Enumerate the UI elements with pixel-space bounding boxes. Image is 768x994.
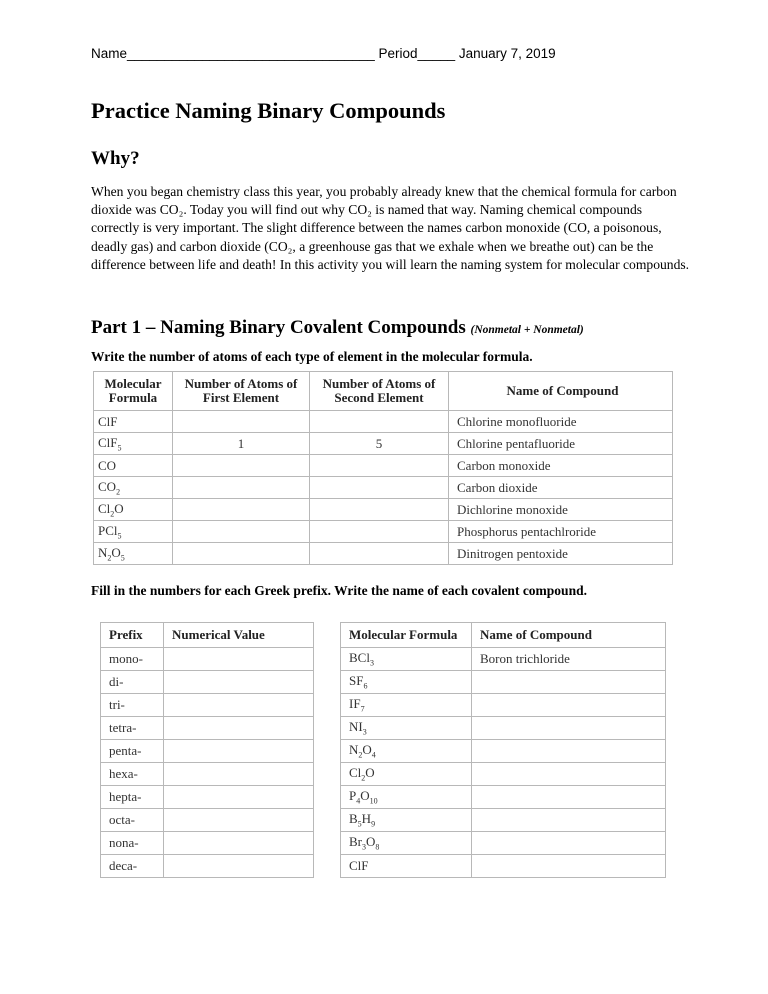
header-line: Name_________________________________ Period_____ January 7, 2019 xyxy=(91,46,556,61)
numerical-value-cell[interactable] xyxy=(164,671,314,694)
first-atoms-cell[interactable]: 1 xyxy=(173,433,310,455)
compound-name-cell: Phosphorus pentachlroride xyxy=(449,521,673,543)
formula-cell: $NI_3$ xyxy=(341,717,472,740)
table-row xyxy=(101,809,314,832)
compound-name-cell[interactable] xyxy=(472,717,666,740)
second-atoms-cell[interactable] xyxy=(310,477,449,499)
numerical-value-cell[interactable] xyxy=(164,832,314,855)
second-atoms-cell[interactable] xyxy=(310,521,449,543)
instruction-prefixes: Fill in the numbers for each Greek prefix. Write the name of each covalent compound. xyxy=(91,583,587,598)
first-atoms-cell[interactable] xyxy=(173,455,310,477)
table-row xyxy=(94,411,673,433)
atoms-table xyxy=(93,371,673,565)
prefix-cell: deca- xyxy=(101,855,164,878)
table-row xyxy=(94,433,673,455)
table-row xyxy=(101,694,314,717)
table-row xyxy=(94,543,673,565)
compound-name-cell[interactable] xyxy=(472,694,666,717)
formula-cell: $SF_6$ xyxy=(341,671,472,694)
second-atoms-cell[interactable] xyxy=(310,499,449,521)
compound-name-cell: Chlorine monofluoride xyxy=(449,411,673,433)
formula-cell: PCl$_5$ xyxy=(94,521,173,543)
prefix-cell: nona- xyxy=(101,832,164,855)
table-row xyxy=(94,521,673,543)
formula-cell: ClF xyxy=(341,855,472,878)
table-row xyxy=(101,763,314,786)
second-atoms-cell[interactable] xyxy=(310,411,449,433)
formula-cell: ClF$_5$ xyxy=(94,433,173,455)
table-row xyxy=(341,648,666,671)
formula-cell: $IF_7$ xyxy=(341,694,472,717)
page-title: Practice Naming Binary Compounds xyxy=(91,98,446,123)
compound-name-cell[interactable] xyxy=(472,855,666,878)
atoms-header-name: Name of Compound xyxy=(449,372,673,411)
formula-cell: $N_2O_5$ xyxy=(94,543,173,565)
compound-name-cell[interactable] xyxy=(472,740,666,763)
table-row xyxy=(341,809,666,832)
atoms-header-formula: Molecular Formula xyxy=(94,372,173,411)
numerical-value-cell[interactable] xyxy=(164,786,314,809)
prefix-cell: hepta- xyxy=(101,786,164,809)
part1-subheading: (Nonmetal + Nonmetal) xyxy=(470,324,584,336)
table-row xyxy=(341,694,666,717)
table-row xyxy=(341,786,666,809)
prefix-cell: mono- xyxy=(101,648,164,671)
intro-paragraph: When you began chemistry class this year, you probably already knew that the chemical formula for carbon dioxide was CO₂. Today you will find out why CO₂ is named that way. Naming chemical compounds correctly is very important. The slight difference between the names carbon monoxide (CO, a poisonous, deadly gas) and carbon dioxide (CO₂, a greenhouse gas that we exhale when we breathe out) can be the difference between life and death! In this activity you will learn the naming system for molecular compounds. xyxy=(91,184,690,272)
compound-name-cell: Dinitrogen pentoxide xyxy=(449,543,673,565)
table-row xyxy=(341,832,666,855)
prefix-cell: octa- xyxy=(101,809,164,832)
formula-cell: CO xyxy=(94,455,173,477)
first-atoms-cell[interactable] xyxy=(173,543,310,565)
compound-name-cell[interactable]: Boron trichloride xyxy=(472,648,666,671)
formula-cell: BCl$_3$ xyxy=(341,648,472,671)
formula-cell: $B_5H_9$ xyxy=(341,809,472,832)
prefix-cell: hexa- xyxy=(101,763,164,786)
formula-cell: $P_4O_{10}$ xyxy=(341,786,472,809)
compound-name-cell[interactable] xyxy=(472,809,666,832)
numerical-value-cell[interactable] xyxy=(164,740,314,763)
formula-cell: $Br_3O_8$ xyxy=(341,832,472,855)
part1-heading xyxy=(91,317,584,339)
table-row xyxy=(101,671,314,694)
compound-name-cell: Chlorine pentafluoride xyxy=(449,433,673,455)
table-row xyxy=(101,786,314,809)
formula-cell: $N_2O_4$ xyxy=(341,740,472,763)
table-row xyxy=(341,717,666,740)
table-row xyxy=(341,855,666,878)
compound-header-formula: Molecular Formula xyxy=(341,623,472,648)
first-atoms-cell[interactable] xyxy=(173,521,310,543)
table-row xyxy=(101,717,314,740)
first-atoms-cell[interactable] xyxy=(173,411,310,433)
numerical-value-cell[interactable] xyxy=(164,648,314,671)
formula-cell: $Cl_2O$ xyxy=(341,763,472,786)
atoms-header-second: Number of Atoms of Second Element xyxy=(310,372,449,411)
numerical-value-cell[interactable] xyxy=(164,717,314,740)
table-row xyxy=(101,740,314,763)
compound-header-name: Name of Compound xyxy=(472,623,666,648)
compound-name-cell: Carbon monoxide xyxy=(449,455,673,477)
compound-name-cell: Carbon dioxide xyxy=(449,477,673,499)
prefix-cell: tetra- xyxy=(101,717,164,740)
table-row xyxy=(94,455,673,477)
numerical-value-cell[interactable] xyxy=(164,763,314,786)
instruction-atoms: Write the number of atoms of each type of element in the molecular formula. xyxy=(91,349,533,364)
table-row xyxy=(94,477,673,499)
prefix-header-prefix: Prefix xyxy=(101,623,164,648)
prefix-header-value: Numerical Value xyxy=(164,623,314,648)
table-row xyxy=(341,763,666,786)
table-row xyxy=(101,648,314,671)
prefix-cell: penta- xyxy=(101,740,164,763)
prefix-cell: di- xyxy=(101,671,164,694)
compound-name-cell[interactable] xyxy=(472,671,666,694)
second-atoms-cell[interactable]: 5 xyxy=(310,433,449,455)
prefix-table xyxy=(100,622,314,878)
numerical-value-cell[interactable] xyxy=(164,809,314,832)
first-atoms-cell[interactable] xyxy=(173,477,310,499)
compound-name-cell: Dichlorine monoxide xyxy=(449,499,673,521)
formula-cell: ClF xyxy=(94,411,173,433)
atoms-header-first: Number of Atoms of First Element xyxy=(173,372,310,411)
table-row xyxy=(341,740,666,763)
table-row xyxy=(341,671,666,694)
table-row xyxy=(94,499,673,521)
compound-name-cell[interactable] xyxy=(472,786,666,809)
numerical-value-cell[interactable] xyxy=(164,694,314,717)
compound-name-cell[interactable] xyxy=(472,763,666,786)
part1-heading-text: Part 1 – Naming Binary Covalent Compounds xyxy=(91,317,466,338)
compound-name-cell[interactable] xyxy=(472,832,666,855)
second-atoms-cell[interactable] xyxy=(310,543,449,565)
second-atoms-cell[interactable] xyxy=(310,455,449,477)
numerical-value-cell[interactable] xyxy=(164,855,314,878)
formula-cell: $Cl_2O$ xyxy=(94,499,173,521)
formula-cell: $CO_2$ xyxy=(94,477,173,499)
table-row xyxy=(101,832,314,855)
why-heading: Why? xyxy=(91,148,140,169)
first-atoms-cell[interactable] xyxy=(173,499,310,521)
compound-table xyxy=(340,622,666,878)
table-row xyxy=(101,855,314,878)
prefix-cell: tri- xyxy=(101,694,164,717)
